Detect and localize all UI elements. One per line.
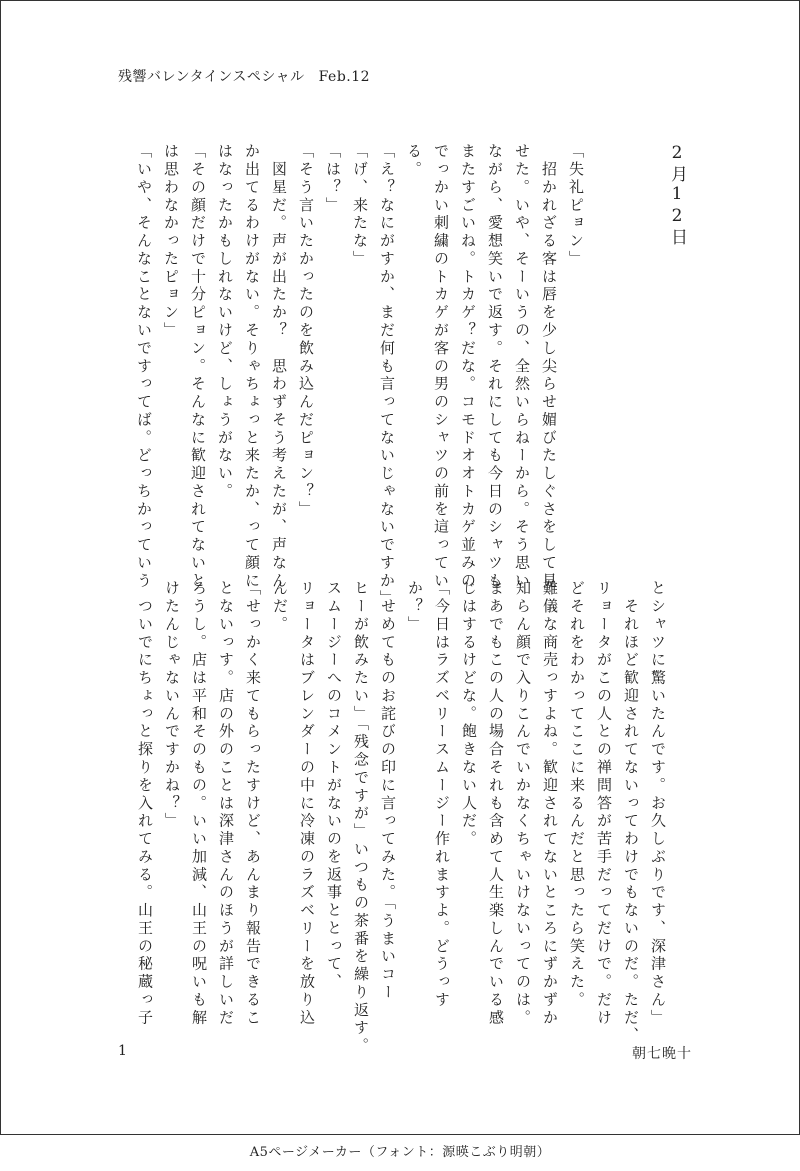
text-line: リョータがこの人との禅問答が苦手だってだけで。だけ — [595, 580, 613, 1027]
text-line: けたんじゃないんですかね？」 — [163, 580, 181, 831]
footer-credit: A5ページメーカー（フォント：源暎こぶり明朝） — [249, 1145, 551, 1160]
text-line: か？」 — [406, 580, 424, 634]
text-line: 「いや、そんなことないですってば。どっちかっていう — [135, 143, 153, 590]
text-line: は思わなかったピョン」 — [162, 143, 180, 340]
date-heading: 2月12日 — [667, 143, 687, 247]
text-line: 「そう言いたかったのを飲み込んだピョン？」 — [297, 143, 315, 519]
text-line: ついでにちょっと探りを入れてみる。山王の秘蔵っ子 — [136, 580, 154, 1027]
text-line: 「失礼ピョン」 — [567, 143, 585, 269]
header-title: 残響バレンタインスペシャル — [118, 69, 305, 85]
text-line: 「今日はラズベリースムージー作れますよ。どうっす — [433, 580, 451, 1010]
text-line: 招かれざる客は唇を少し尖らせ媚びたしぐさをして見 — [540, 143, 558, 590]
text-line: 「げ、来たな」 — [351, 143, 369, 269]
text-line: んだ。 — [271, 580, 289, 634]
text-line: ろうし。店は平和そのもの。いい加減、山王の呪いも解 — [190, 580, 208, 1027]
text-line: はなったかもしれないけど、しょうがない。 — [216, 143, 234, 501]
text-line: リョータはブレンダーの中に冷凍のラズベリーを放り込 — [298, 580, 316, 1027]
text-line: とないっす。店の外のことは深津さんのほうが詳しいだ — [217, 580, 235, 1027]
text-line: それほど歓迎されてないってわけでもないのだ。ただ、 — [622, 580, 640, 1045]
text-line: 難儀な商売っすよね。歓迎されてないところにずかずか — [541, 580, 559, 1027]
text-line: 「え？なにがすか、まだ何も言ってないじゃないですか」 — [378, 143, 396, 608]
text-line: せめてものお詫びの印に言ってみた。「うまいコー — [379, 580, 397, 1002]
text-line: 「は？」 — [324, 143, 342, 215]
text-line: 知らん顔で入りこんでいかなくちゃいけないってのは。 — [514, 580, 532, 1027]
text-line: でっかい刺繍のトカゲが客の男のシャツの前を這ってい — [432, 143, 450, 590]
text-line: ながら、愛想笑いで返す。それにしても今日のシャツも — [486, 143, 504, 590]
text-line: どそれをわかってここに来るんだと思ったら笑えた。 — [568, 580, 586, 1010]
header-date: Feb.12 — [318, 69, 371, 85]
text-line: ヒーが飲みたい」「残念ですが」いつもの茶番を繰り返す。 — [352, 580, 370, 1056]
page-number: 1 — [118, 1043, 127, 1059]
text-line: か出てるわけがない。そりゃちょっと来たか、って顔に — [243, 143, 261, 590]
author-name: 朝七晩十 — [632, 1046, 692, 1062]
text-line: る。 — [405, 143, 423, 179]
text-line: 「せっかく来てもらったすけど、あんまり報告できるこ — [244, 580, 262, 1027]
running-header — [118, 66, 370, 86]
text-line: 「その顔だけで十分ピョン。そんなに歓迎されてないと — [189, 143, 207, 590]
text-line: じはするけどな。飽きない人だ。 — [460, 580, 478, 849]
text-line: 図星だ。声が出たか？ 思わずそう考えたが、声なん — [270, 143, 288, 590]
text-line: またすごいね。トカゲ？だな。コモドオオトカゲ並みの — [459, 143, 477, 590]
text-line: スムージーへのコメントがないのを返事ととって、 — [325, 580, 343, 992]
text-line: とシャツに驚いたんです。お久しぶりです、深津さん」 — [649, 580, 667, 1027]
text-line: せた。いや、そーいうの、全然いらねーから。そう思い — [513, 143, 531, 590]
text-line: まあでもこの人の場合それも含めて人生楽しんでいる感 — [487, 580, 505, 1027]
